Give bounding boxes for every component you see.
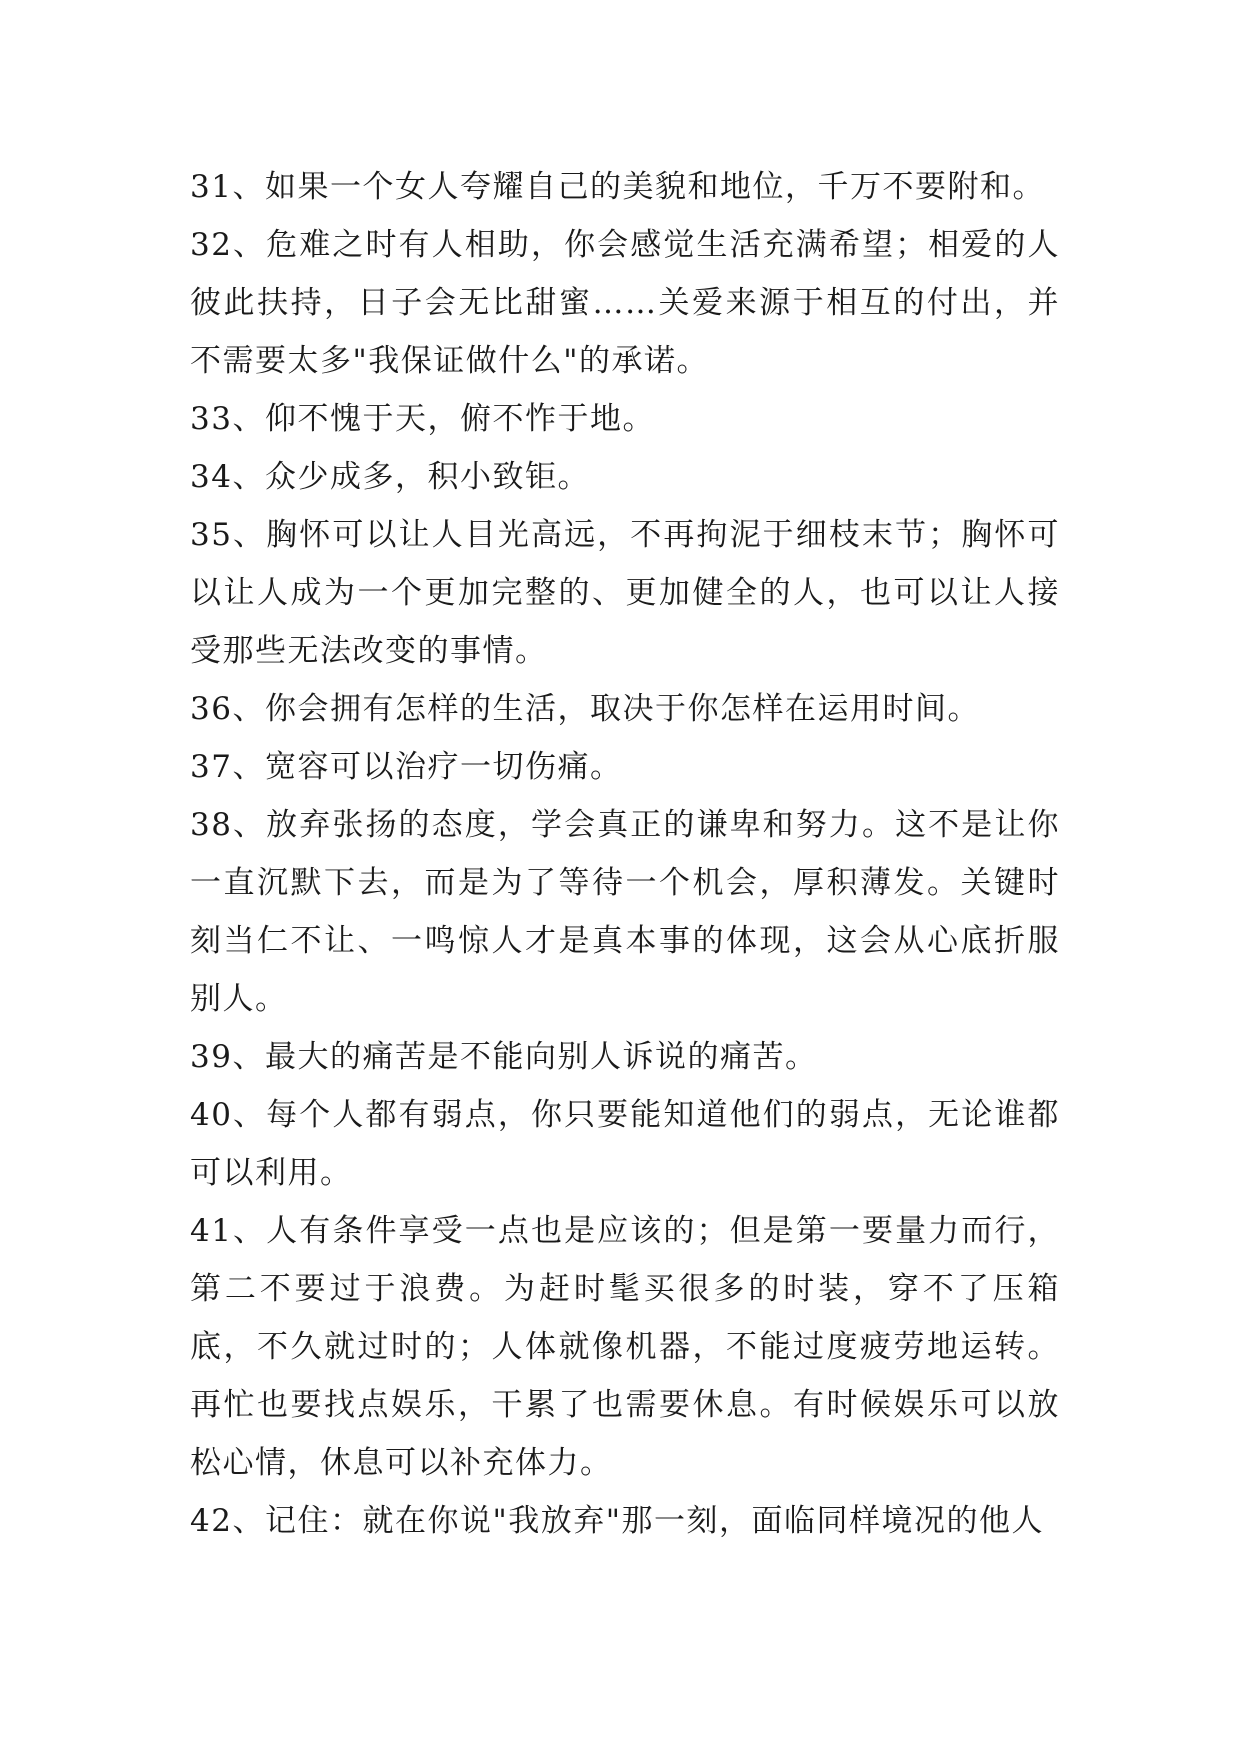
quote-item-37: 37、宽容可以治疗一切伤痛。 (190, 749, 623, 785)
quote-item-42: 42、记住：就在你说"我放弃"那一刻，面临同样境况的他人 (190, 1503, 1044, 1539)
quote-item-40: 40、每个人都有弱点，你只要能知道他们的弱点，无论谁都可以利用。 (190, 1097, 1060, 1191)
quote-item-35: 35、胸怀可以让人目光高远，不再拘泥于细枝末节；胸怀可以让人成为一个更加完整的、更加健全的人，也可以让人接受那些无法改变的事情。 (190, 517, 1060, 669)
quote-item-32: 32、危难之时有人相助，你会感觉生活充满希望；相爱的人彼此扶持，日子会无比甜蜜……关爱来源于相互的付出，并不需要太多"我保证做什么"的承诺。 (190, 227, 1060, 379)
quote-list (190, 158, 1060, 1550)
quote-item-33: 33、仰不愧于天，俯不怍于地。 (190, 401, 655, 437)
quote-item-31: 31、如果一个女人夸耀自己的美貌和地位，千万不要附和。 (190, 169, 1045, 205)
quote-item-41: 41、人有条件享受一点也是应该的；但是第一要量力而行，第二不要过于浪费。为赶时髦买很多的时装，穿不了压箱底，不久就过时的；人体就像机器，不能过度疲劳地运转。再忙也要找点娱乐，干累了也需要休息。有时候娱乐可以放松心情，休息可以补充体力。 (190, 1213, 1060, 1481)
quote-item-34: 34、众少成多，积小致钜。 (190, 459, 590, 495)
quote-item-38: 38、放弃张扬的态度，学会真正的谦卑和努力。这不是让你一直沉默下去，而是为了等待一个机会，厚积薄发。关键时刻当仁不让、一鸣惊人才是真本事的体现，这会从心底折服别人。 (190, 807, 1060, 1017)
quote-item-39: 39、最大的痛苦是不能向别人诉说的痛苦。 (190, 1039, 818, 1075)
quote-item-36: 36、你会拥有怎样的生活，取决于你怎样在运用时间。 (190, 691, 980, 727)
